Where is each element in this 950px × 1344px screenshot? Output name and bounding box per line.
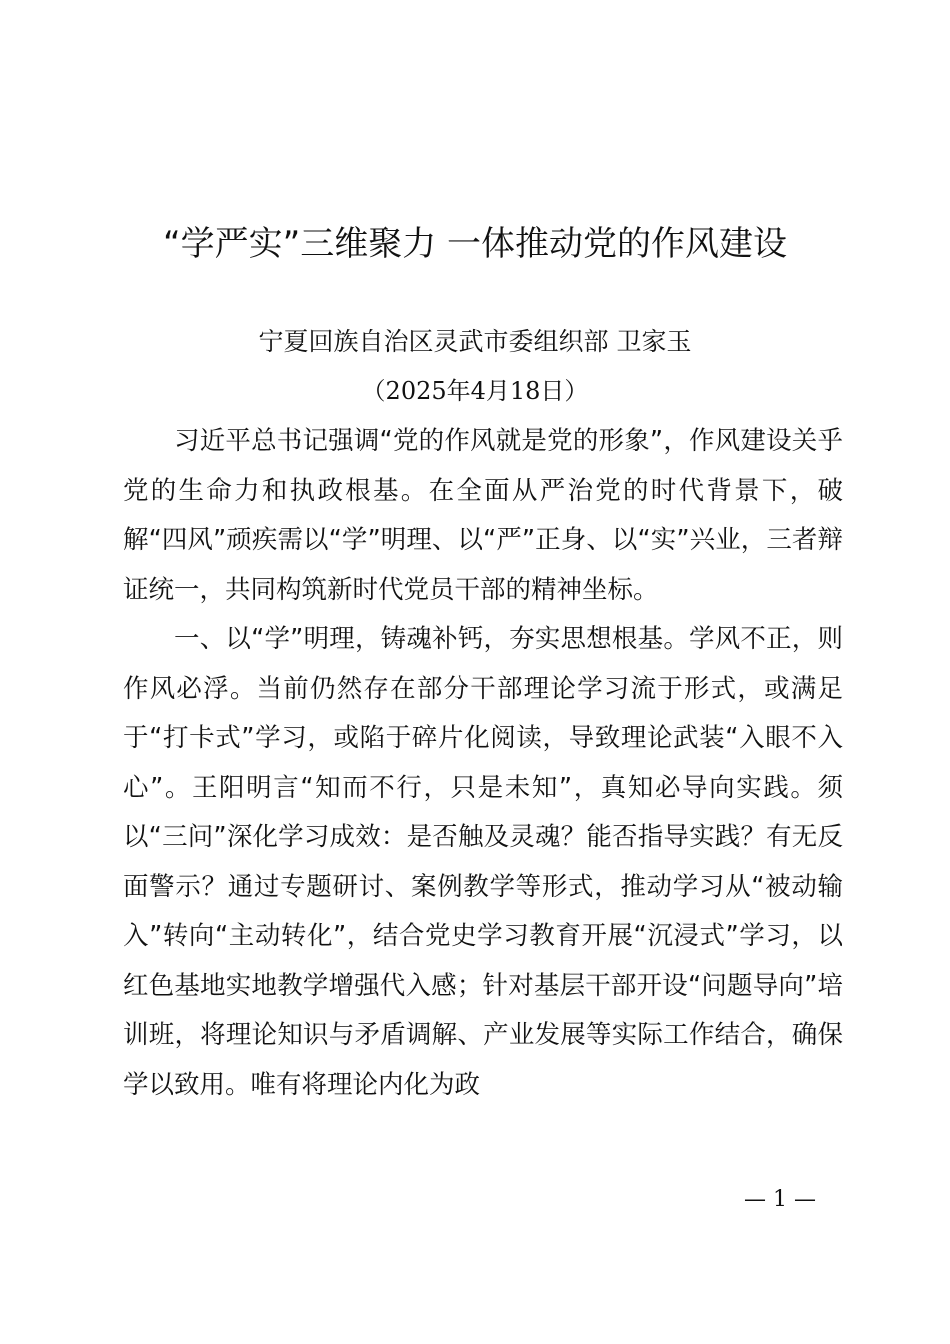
paragraph-section-one: 一、以“学”明理，铸魂补钙，夯实思想根基。学风不正，则作风必浮。当前仍然存在部分干部理论学习流于形式，或满足于“打卡式”学习，或陷于碎片化阅读，导致理论武装“入眼不入心”。王阳明言“知而不行，只是未知”，真知必导向实践。须以“三问”深化学习成效：是否触及灵魂？能否指导实践？有无反面警示？通过专题研讨、案例教学等形式，推动学习从“被动输入”转向“主动转化”，结合党史学习教育开展“沉浸式”学习，以红色基地实地教学增强代入感；针对基层干部开设“问题导向”培训班，将理论知识与矛盾调解、产业发展等实际工作结合，确保学以致用。唯有将理论内化为政	[123, 624, 843, 1100]
paragraph-intro: 习近平总书记强调“党的作风就是党的形象”，作风建设关乎党的生命力和执政根基。在全面从严治党的时代背景下，破解“四风”顽疾需以“学”明理、以“严”正身、以“实”兴业，三者辩证统一，共同构筑新时代党员干部的精神坐标。	[123, 426, 843, 605]
document-title: “学严实”三维聚力 一体推动党的作风建设	[162, 224, 788, 264]
document-date: （2025年4月18日）	[361, 377, 589, 405]
page-number: — 1 —	[744, 1187, 816, 1212]
document-body	[123, 417, 843, 1100]
document-author: 宁夏回族自治区灵武市委组织部 卫家玉	[258, 327, 692, 356]
